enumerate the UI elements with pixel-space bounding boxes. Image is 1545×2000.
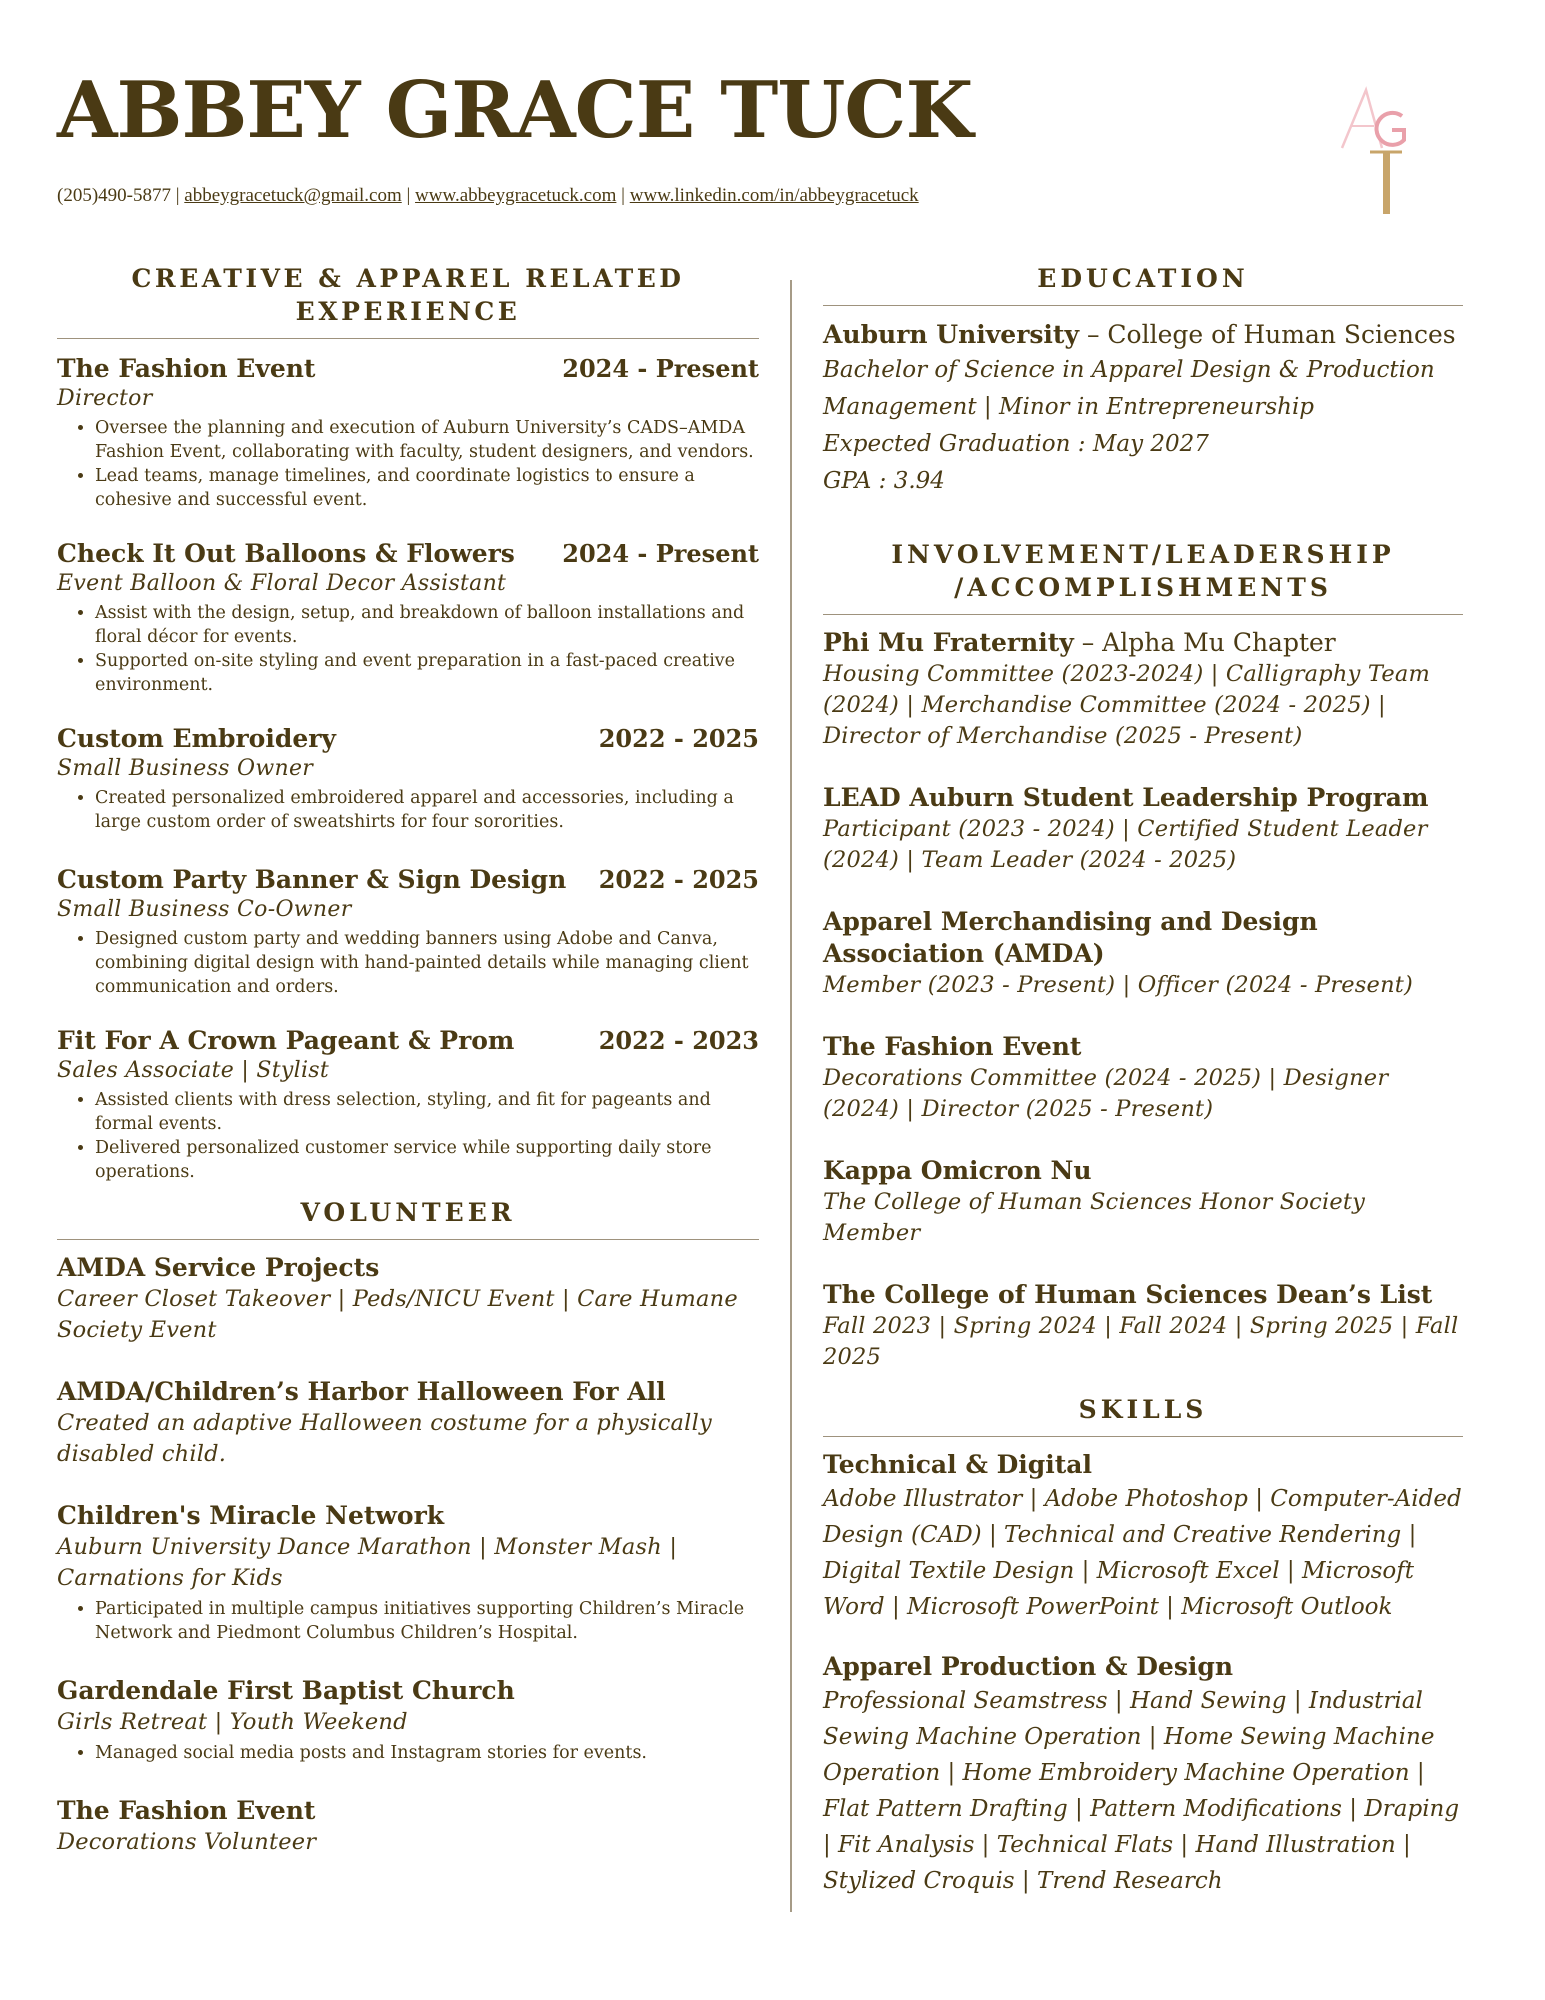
website-link[interactable]: www.abbeygracetuck.com	[415, 185, 617, 206]
skill-group-title: Apparel Production & Design	[823, 1652, 1234, 1681]
volunteer-title: Gardendale First Baptist Church	[57, 1676, 515, 1705]
job-date: 2024 - Present	[562, 354, 759, 383]
job-date: 2022 - 2025	[598, 865, 759, 894]
bullet: • Delivered personalized customer service while supporting daily store operations.	[95, 1136, 759, 1184]
school-name: Auburn University	[823, 320, 1080, 349]
bullet: • Supported on-site styling and event preparation in a fast-paced creative environment.	[95, 649, 759, 697]
involvement-subtitle: Member (2023 - Present) | Officer (2024 - Present)	[823, 972, 1413, 998]
skill-group	[823, 1449, 1463, 1625]
involvement-title: Kappa Omicron Nu	[823, 1156, 1092, 1185]
job-role: Event Balloon & Floral Decor Assistant	[57, 571, 507, 596]
skill-group-title: Technical & Digital	[823, 1450, 1093, 1479]
job-title: Check It Out Balloons & Flowers	[57, 539, 515, 568]
volunteer-subtitle: Decorations Volunteer	[57, 1829, 317, 1855]
job-title: The Fashion Event	[57, 354, 316, 383]
involvement-heading: INVOLVEMENT/LEADERSHIP /ACCOMPLISHMENTS	[823, 538, 1463, 615]
volunteer-subtitle: Created an adaptive Halloween costume for a physically disabled child.	[57, 1410, 712, 1467]
contact-line: (205)490-5877 | abbeygracetuck@gmail.com | www.abbeygracetuck.com | www.linkedin.com/in/abbeygracetuck	[57, 185, 919, 206]
job-title: Custom Party Banner & Sign Design	[57, 865, 567, 894]
volunteer-entry	[57, 1500, 759, 1645]
involvement-title: Apparel Merchandising and Design Association (AMDA)	[823, 907, 1318, 968]
involvement-entry	[823, 1155, 1463, 1249]
degree: Bachelor of Science in Apparel Design & Production	[823, 357, 1435, 383]
graduation-date: Expected Graduation : May 2027	[823, 431, 1209, 457]
job-entry	[57, 864, 759, 999]
volunteer-entry	[57, 1675, 759, 1765]
email-link[interactable]: abbeygracetuck@gmail.com	[184, 185, 402, 206]
education-block	[823, 318, 1463, 500]
involvement-subtitle: Fall 2023 | Spring 2024 | Fall 2024 | Spring 2025 | Fall 2025	[823, 1313, 1459, 1370]
bullet: • Designed custom party and wedding banners using Adobe and Canva, combining digital design with hand-painted details while managing client communication and orders.	[95, 927, 759, 999]
bullet: • Participated in multiple campus initiatives supporting Children’s Miracle Network and Piedmont Columbus Children’s Hospital.	[95, 1597, 759, 1645]
job-entry	[57, 538, 759, 697]
job-date: 2024 - Present	[562, 539, 759, 568]
volunteer-subtitle: Auburn University Dance Marathon | Monster Mash | Carnations for Kids	[57, 1534, 678, 1591]
job-bullets	[57, 927, 759, 999]
job-date: 2022 - 2023	[598, 1026, 759, 1055]
monogram-logo	[1340, 86, 1420, 216]
job-date: 2022 - 2025	[598, 724, 759, 753]
involvement-title: The Fashion Event	[823, 1032, 1082, 1061]
volunteer-entry	[57, 1252, 759, 1346]
job-title: Fit For A Crown Pageant & Prom	[57, 1026, 515, 1055]
gpa: GPA : 3.94	[823, 468, 945, 494]
job-bullets	[57, 416, 759, 512]
involvement-entry	[823, 782, 1463, 876]
job-bullets	[57, 601, 759, 697]
involvement-entry	[823, 906, 1463, 1001]
volunteer-subtitle: Girls Retreat | Youth Weekend	[57, 1709, 408, 1735]
resume-name: ABBEY GRACE TUCK	[57, 65, 973, 156]
skills-list	[823, 1449, 1463, 1899]
degree-minor: Management | Minor in Entrepreneurship	[823, 394, 1315, 420]
job-entry	[57, 353, 759, 512]
volunteer-subtitle: Career Closet Takeover | Peds/NICU Event | Care Humane Society Event	[57, 1286, 738, 1343]
phone: (205)490-5877	[57, 185, 171, 206]
bullet: • Assist with the design, setup, and breakdown of balloon installations and floral décor for events.	[95, 601, 759, 649]
linkedin-link[interactable]: www.linkedin.com/in/abbeygracetuck	[629, 185, 919, 206]
involvement-title: Phi Mu Fraternity – Alpha Mu Chapter	[823, 628, 1336, 657]
skills-heading: SKILLS	[823, 1393, 1463, 1437]
job-entry	[57, 723, 759, 834]
bullet: • Lead teams, manage timelines, and coordinate logistics to ensure a cohesive and successful event.	[95, 464, 759, 512]
bullet: • Managed social media posts and Instagram stories for events.	[95, 1741, 759, 1765]
volunteer-bullets	[57, 1597, 759, 1645]
job-bullets	[57, 1088, 759, 1184]
skill-group-items: Professional Seamstress | Hand Sewing | Industrial Sewing Machine Operation | Home Sewing Machine Operation | Home Embroidery Machine Operation | Flat Pattern Drafting | Pattern Modifications | Draping | Fit Analysis | Technical Flats | Hand Illustration | Stylized Croquis | Trend Research	[823, 1688, 1460, 1894]
skill-group-items: Adobe Illustrator | Adobe Photoshop | Computer-Aided Design (CAD) | Technical and Creative Rendering | Digital Textile Design | Microsoft Excel | Microsoft Word | Microsoft PowerPoint | Microsoft Outlook	[823, 1486, 1462, 1620]
skill-group	[823, 1651, 1463, 1899]
bullet: • Oversee the planning and execution of Auburn University’s CADS–AMDA Fashion Event, collaborating with faculty, student designers, and vendors.	[95, 416, 759, 464]
job-entry	[57, 1025, 759, 1184]
involvement-subtitle: Decorations Committee (2024 - 2025) | Designer (2024) | Director (2025 - Present)	[823, 1065, 1389, 1122]
job-role: Small Business Co-Owner	[57, 897, 352, 922]
volunteer-bullets	[57, 1741, 759, 1765]
column-divider	[790, 280, 792, 1912]
volunteer-title: Children's Miracle Network	[57, 1501, 445, 1530]
bullet: • Created personalized embroidered apparel and accessories, including a large custom order of sweatshirts for four sororities.	[95, 786, 759, 834]
volunteer-entry	[57, 1376, 759, 1470]
involvement-list	[823, 627, 1463, 1373]
volunteer-list	[57, 1252, 759, 1858]
experience-heading: CREATIVE & APPAREL RELATED EXPERIENCE	[57, 262, 759, 339]
involvement-subtitle: The College of Human Sciences Honor Society Member	[823, 1189, 1366, 1246]
job-bullets	[57, 786, 759, 834]
volunteer-title: AMDA Service Projects	[57, 1253, 380, 1282]
college-name: – College of Human Sciences	[1079, 320, 1456, 349]
bullet: • Assisted clients with dress selection, styling, and fit for pageants and formal events.	[95, 1088, 759, 1136]
job-role: Small Business Owner	[57, 756, 314, 781]
volunteer-title: AMDA/Children’s Harbor Halloween For All	[57, 1377, 666, 1406]
right-column	[823, 262, 1463, 1899]
involvement-subtitle: Participant (2023 - 2024) | Certified Student Leader (2024) | Team Leader (2024 - 2025)	[823, 816, 1428, 873]
involvement-subtitle: Housing Committee (2023-2024) | Calligraphy Team (2024) | Merchandise Committee (2024 - 2025) | Director of Merchandise (2025 - Present)	[823, 661, 1430, 749]
involvement-entry	[823, 627, 1463, 752]
involvement-entry	[823, 1279, 1463, 1373]
involvement-title: The College of Human Sciences Dean’s List	[823, 1280, 1433, 1309]
job-role: Director	[57, 386, 153, 411]
volunteer-entry	[57, 1795, 759, 1858]
involvement-entry	[823, 1031, 1463, 1125]
experience-list	[57, 353, 759, 1184]
volunteer-title: The Fashion Event	[57, 1796, 316, 1825]
left-column	[57, 262, 759, 1858]
job-role: Sales Associate | Stylist	[57, 1058, 330, 1083]
volunteer-heading: VOLUNTEER	[57, 1196, 759, 1240]
education-heading: EDUCATION	[823, 262, 1463, 306]
involvement-title: LEAD Auburn Student Leadership Program	[823, 783, 1429, 812]
job-title: Custom Embroidery	[57, 724, 336, 753]
